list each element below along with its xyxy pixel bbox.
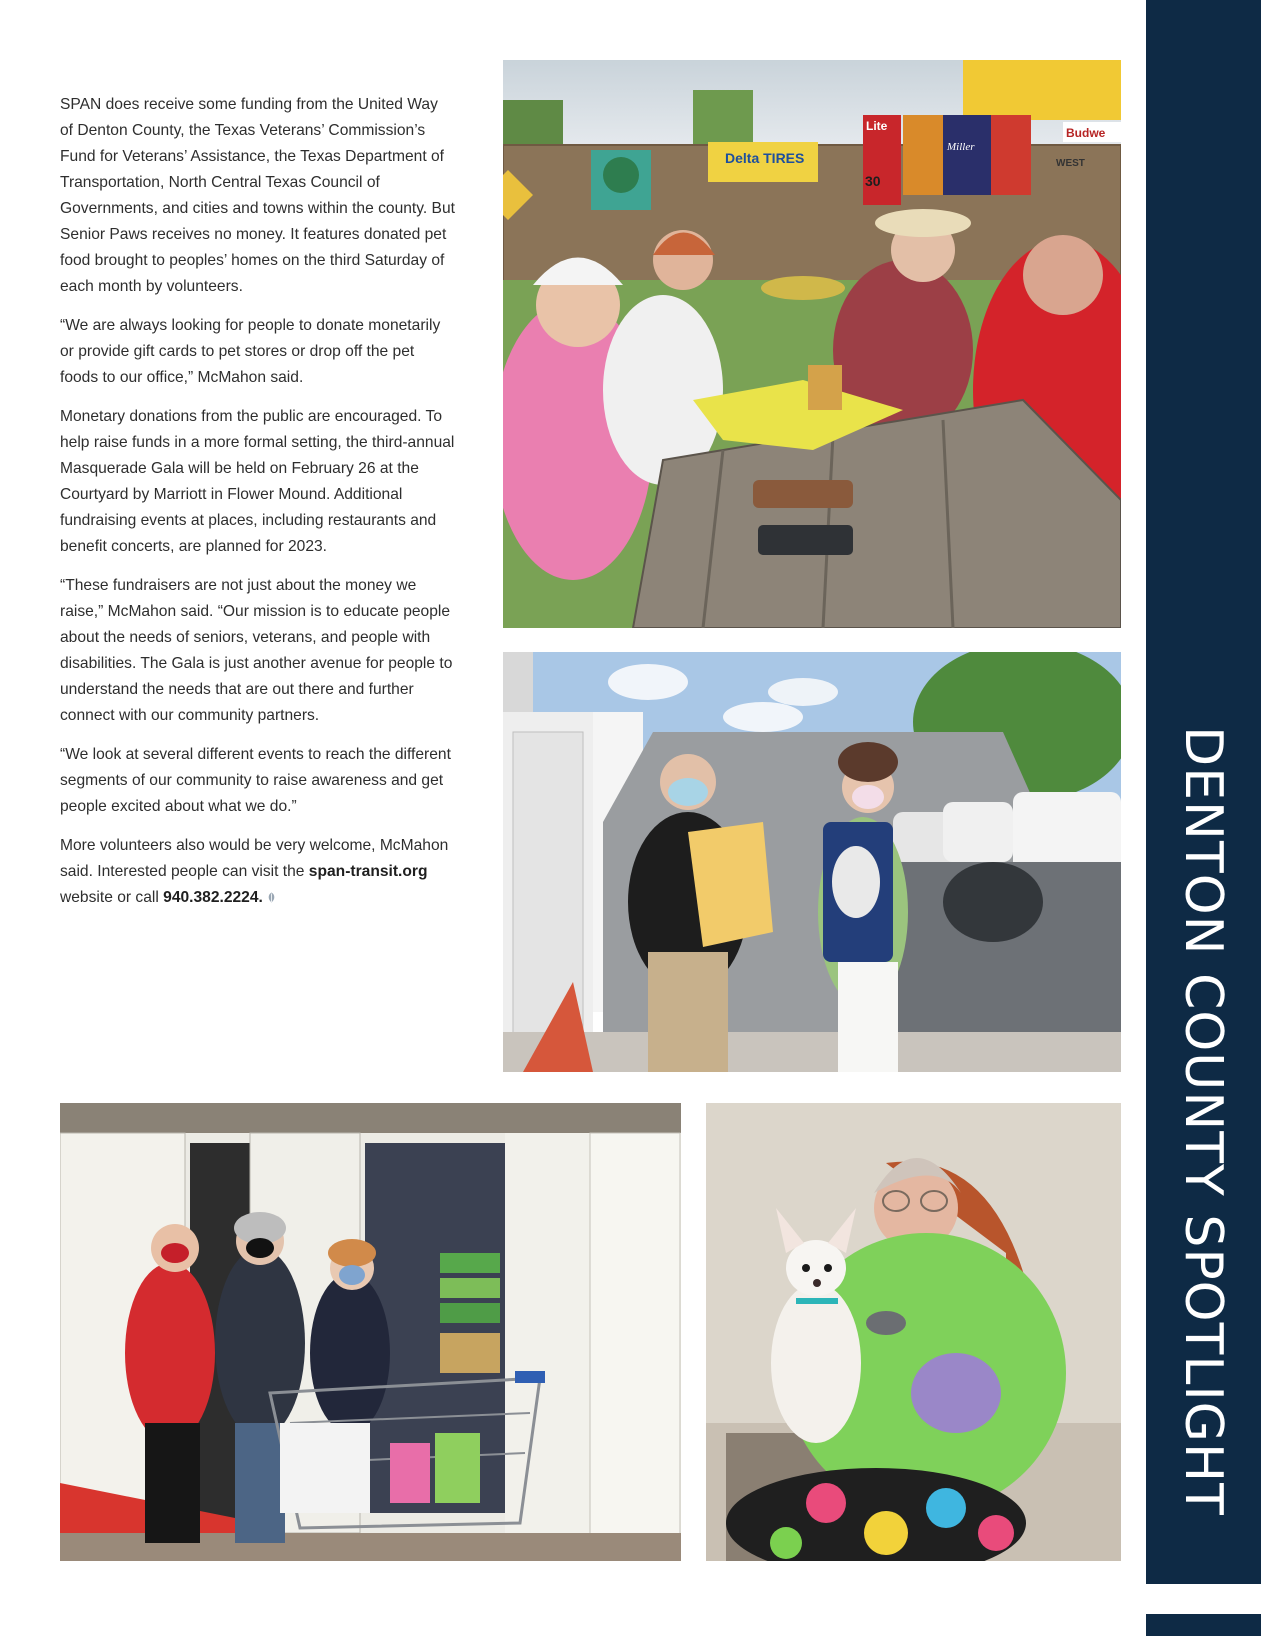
sign-lite-text: Lite <box>866 119 888 133</box>
sign-west-text: WEST <box>1056 158 1085 169</box>
sign-budweiser-text: Budwe <box>1066 126 1106 140</box>
article-paragraph-donate-quote: “We are always looking for people to donate monetarily or provide gift cards to pet stores or drop off the pet foods to our office,” McMahon said. <box>60 317 441 386</box>
photo-pet-food-delivery <box>503 652 1121 1072</box>
article-body <box>60 92 455 924</box>
article-paragraph-mission-quote: “These fundraisers are not just about the money we raise,” McMahon said. “Our mission is to educate people about the needs of seniors, veterans, and people with disabilities. The Gala is just another avenue for people to understand the needs that are out there and further connect with our community partners. <box>60 577 453 724</box>
article-paragraph-funding: SPAN does receive some funding from the United Way of Denton County, the Texas Veterans’ Commission’s Fund for Veterans’ Assistance, the Texas Department of Transportation, North Central Texas Council of Governments, and cities and towns within the county. But Senior Paws receives no money. It features donated pet food brought to peoples’ homes on the third Saturday of each month by volunteers. <box>60 96 455 295</box>
sign-speed-text: 30 <box>865 173 881 189</box>
photo-volunteers-shopping-cart <box>60 1103 681 1561</box>
call-text: website or call <box>60 889 164 906</box>
leaf-icon <box>267 892 276 903</box>
article-paragraph-gala: Monetary donations from the public are encouraged. To help raise funds in a more formal setting, the third-annual Masquerade Gala will be held on February 26 at the Courtyard by Marriott in Flower Mound. Additional fundraising events at places, including restaurants and benefit concerts, are planned for 2023. <box>60 408 455 555</box>
article-paragraph-events-quote: “We look at several different events to reach the different segments of our community to raise awareness and get people excited about what we do.” <box>60 746 451 815</box>
volunteers-text: More volunteers also would be very welcome, McMahon said. Interested people can visit the <box>60 837 449 880</box>
website-link[interactable]: span-transit.org <box>308 863 428 880</box>
phone-number: 940.382.2224. <box>163 889 263 906</box>
photo-volunteers-picnic-table <box>503 60 1121 628</box>
sidebar-footer-tab <box>1146 1614 1261 1636</box>
sign-tires-text: Delta TIRES <box>725 150 805 166</box>
section-title: DENTON COUNTY SPOTLIGHT <box>1173 726 1233 1516</box>
article-paragraph-volunteers <box>60 833 455 911</box>
photo-woman-with-dog <box>706 1103 1121 1561</box>
sign-miller-text: Miller <box>947 141 975 153</box>
